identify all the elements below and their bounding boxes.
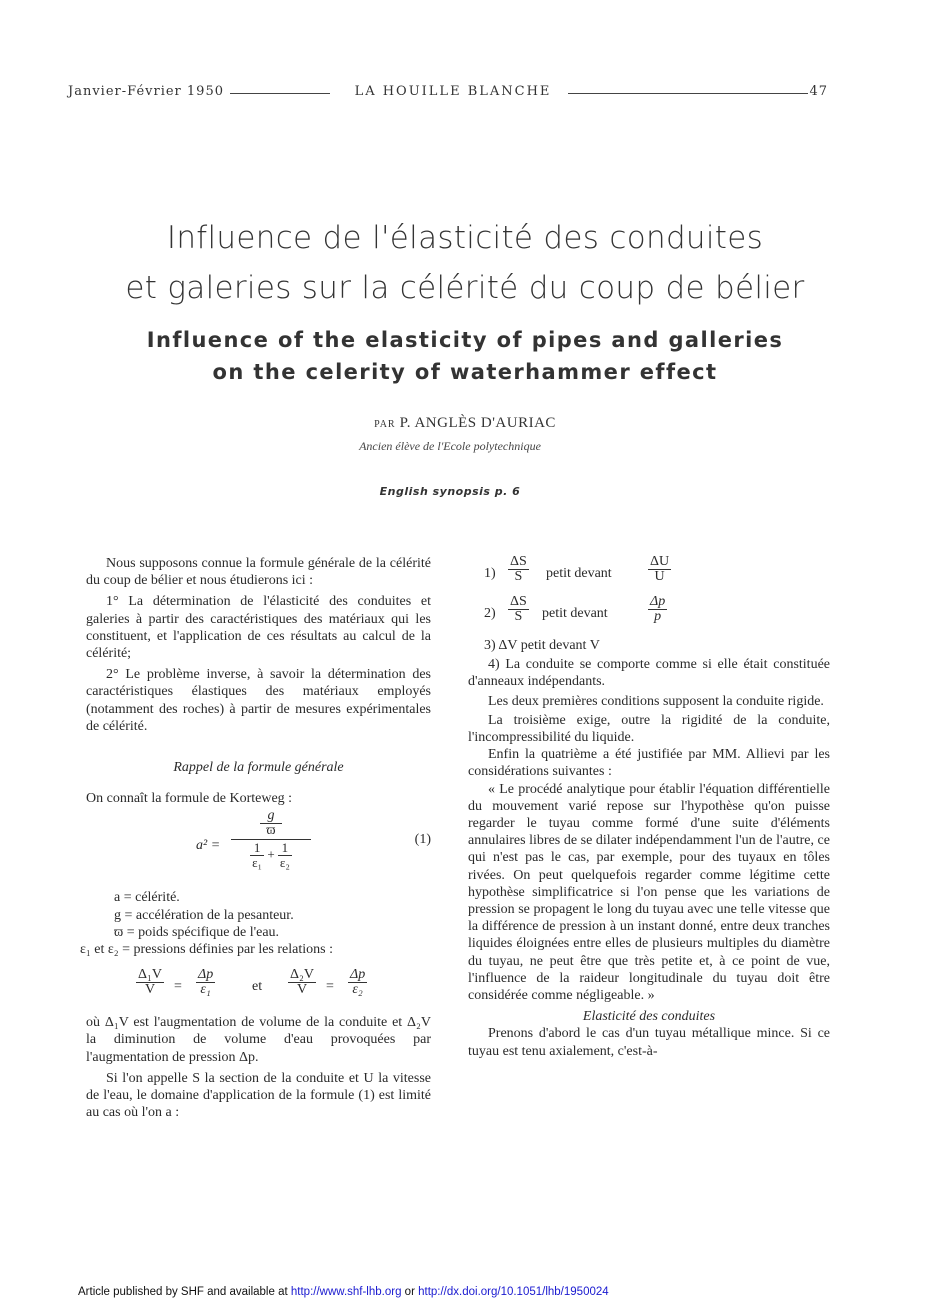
footer-link-doi[interactable]: http://dx.doi.org/10.1051/lhb/1950024: [418, 1286, 609, 1298]
def-epsilon: ε₁ et ε₂ = pressions définies par les relations :: [80, 942, 333, 958]
footer-prefix: Article published by SHF and available at: [78, 1286, 288, 1298]
def-g: g = accélération de la pesanteur.: [114, 907, 294, 923]
equation-2: $\frac{\text{Δ₁V}}{V}$ = $\frac{\Delta p}{\text{ε₁}}$ et $\frac{\text{Δ₂V}}{V}$ = $\frac{\Delta p}{\text{ε₂}}$: [138, 967, 366, 998]
intro-paragraph: Nous supposons connue la formule générale de la célérité du coup de bélier et nous étudierons ici :: [86, 556, 431, 589]
english-synopsis-ref: English synopsis p. 6: [379, 485, 521, 498]
subtitle-line-1: Influence of the elasticity of pipes and galleries: [146, 328, 784, 352]
eq1-g: g: [267, 808, 275, 824]
last-paragraph: Prenons d'abord le cas d'un tuyau métallique mince. Si ce tuyau est tenu axialement, c'est-à-: [468, 1026, 830, 1059]
item-1: 1° La détermination de l'élasticité des conduites et galeries à partir des caractéristiques des matériaux qui les constituent, et l'application de ces résultats au calcul de la célérité;: [86, 594, 431, 662]
author-prefix: PAR: [374, 419, 396, 430]
publication-footer: [78, 1286, 878, 1298]
where-paragraph: où Δ₁V est l'augmentation de volume de la conduite et Δ₂V la diminution de volume d'eau provoquées par l'augmentation de pression Δp.: [86, 1015, 431, 1065]
condition-3: 3) ΔV petit devant V: [484, 638, 600, 653]
section-heading-elasticite: Elasticité des conduites: [582, 1009, 716, 1025]
title-line-1: Influence de l'élasticité des conduites: [166, 220, 764, 256]
left-column: [80, 555, 431, 1121]
issue-date: Janvier-Février 1950: [68, 84, 224, 99]
si-paragraph: Si l'on appelle S la section de la conduite et U la vitesse de l'eau, le domaine d'application de la formule (1) est limité au cas où l'on a :: [86, 1070, 431, 1121]
header-rule-left: [230, 93, 330, 94]
section-heading-rappel: Rappel de la formule générale: [173, 760, 344, 776]
eq1-lhs: a² =: [196, 838, 221, 854]
page-number: 47: [809, 84, 828, 99]
def-varpi: ϖ = poids spécifique de l'eau.: [114, 924, 280, 940]
author-affiliation: Ancien élève de l'Ecole polytechnique: [359, 439, 541, 453]
author-line: [0, 415, 930, 432]
eq1-varpi: ϖ: [266, 823, 276, 839]
equation-1: [86, 809, 431, 887]
footer-or: or: [404, 1286, 415, 1298]
eq1-denominator: $\frac{1}{\text{ε₁}}$ + $\frac{1}{\text{ε₂}}$: [252, 840, 290, 871]
allievi-quote: « Le procédé analytique pour établir l'équation différentielle du mouvement varié repose sur l'hypothèse qu'on puisse regarder le tuyau comme formé d'une suite d'éléments annulaires libres de se dilater indépendamment l'un de l'autre, ce qui n'est pas le cas, par exemple, pour des tuyaux en tôles rivées. On peut quelquefois regarder comme légitime cette hypothèse simplificatrice si l'on pense que les variations de pression se propagent le long du tuyau avec une telle vitesse que la différence de pression à un instant donné, entre deux tranches liquides éloignées entre elles de plusieurs multiples du diamètre du tuyau, ne peut être que très petite et, à ce point de vue, l'influence de la raideur longitudinale du tuyau doit être considérée comme négligeable. »: [468, 781, 830, 1004]
condition-2: 2) $\frac{\Delta S}{S}$ petit devant $\frac{\Delta p}{p}$: [484, 594, 666, 624]
footer-link-shf[interactable]: http://www.shf-lhb.org: [290, 1286, 402, 1298]
eq1-number: (1): [414, 832, 431, 848]
eq1-fraction: [231, 809, 311, 870]
running-header: [68, 84, 828, 104]
item-2: 2° Le problème inverse, à savoir la détermination des caractéristiques élastiques des matériaux employés (notamment des roches) à partir de mesures expérimentales de célérité.: [86, 667, 431, 734]
author-name: P. ANGLÈS D'AURIAC: [399, 415, 556, 431]
right-column: [468, 555, 830, 1060]
subtitle-line-2: on the celerity of waterhammer effect: [212, 360, 718, 384]
korteweg-line: On connaît la formule de Korteweg :: [86, 791, 293, 807]
header-rule-right: [568, 93, 808, 94]
paragraph-fourth: Enfin la quatrième a été justifiée par MM. Allievi par les considérations suivantes :: [468, 747, 830, 780]
paragraph-third: La troisième exige, outre la rigidité de la conduite, l'incompressibilité du liquide.: [468, 712, 830, 746]
condition-4: 4) La conduite se comporte comme si elle était constituée d'anneaux indépendants.: [468, 657, 830, 690]
title-line-2: et galeries sur la célérité du coup de bélier: [125, 270, 805, 306]
def-a: a = célérité.: [114, 890, 180, 906]
journal-name: LA HOUILLE BLANCHE: [354, 84, 552, 99]
condition-1: 1) $\frac{\Delta S}{S}$ petit devant $\frac{\Delta U}{U}$: [484, 554, 670, 584]
paragraph-first-two: Les deux premières conditions supposent la conduite rigide.: [488, 693, 824, 709]
